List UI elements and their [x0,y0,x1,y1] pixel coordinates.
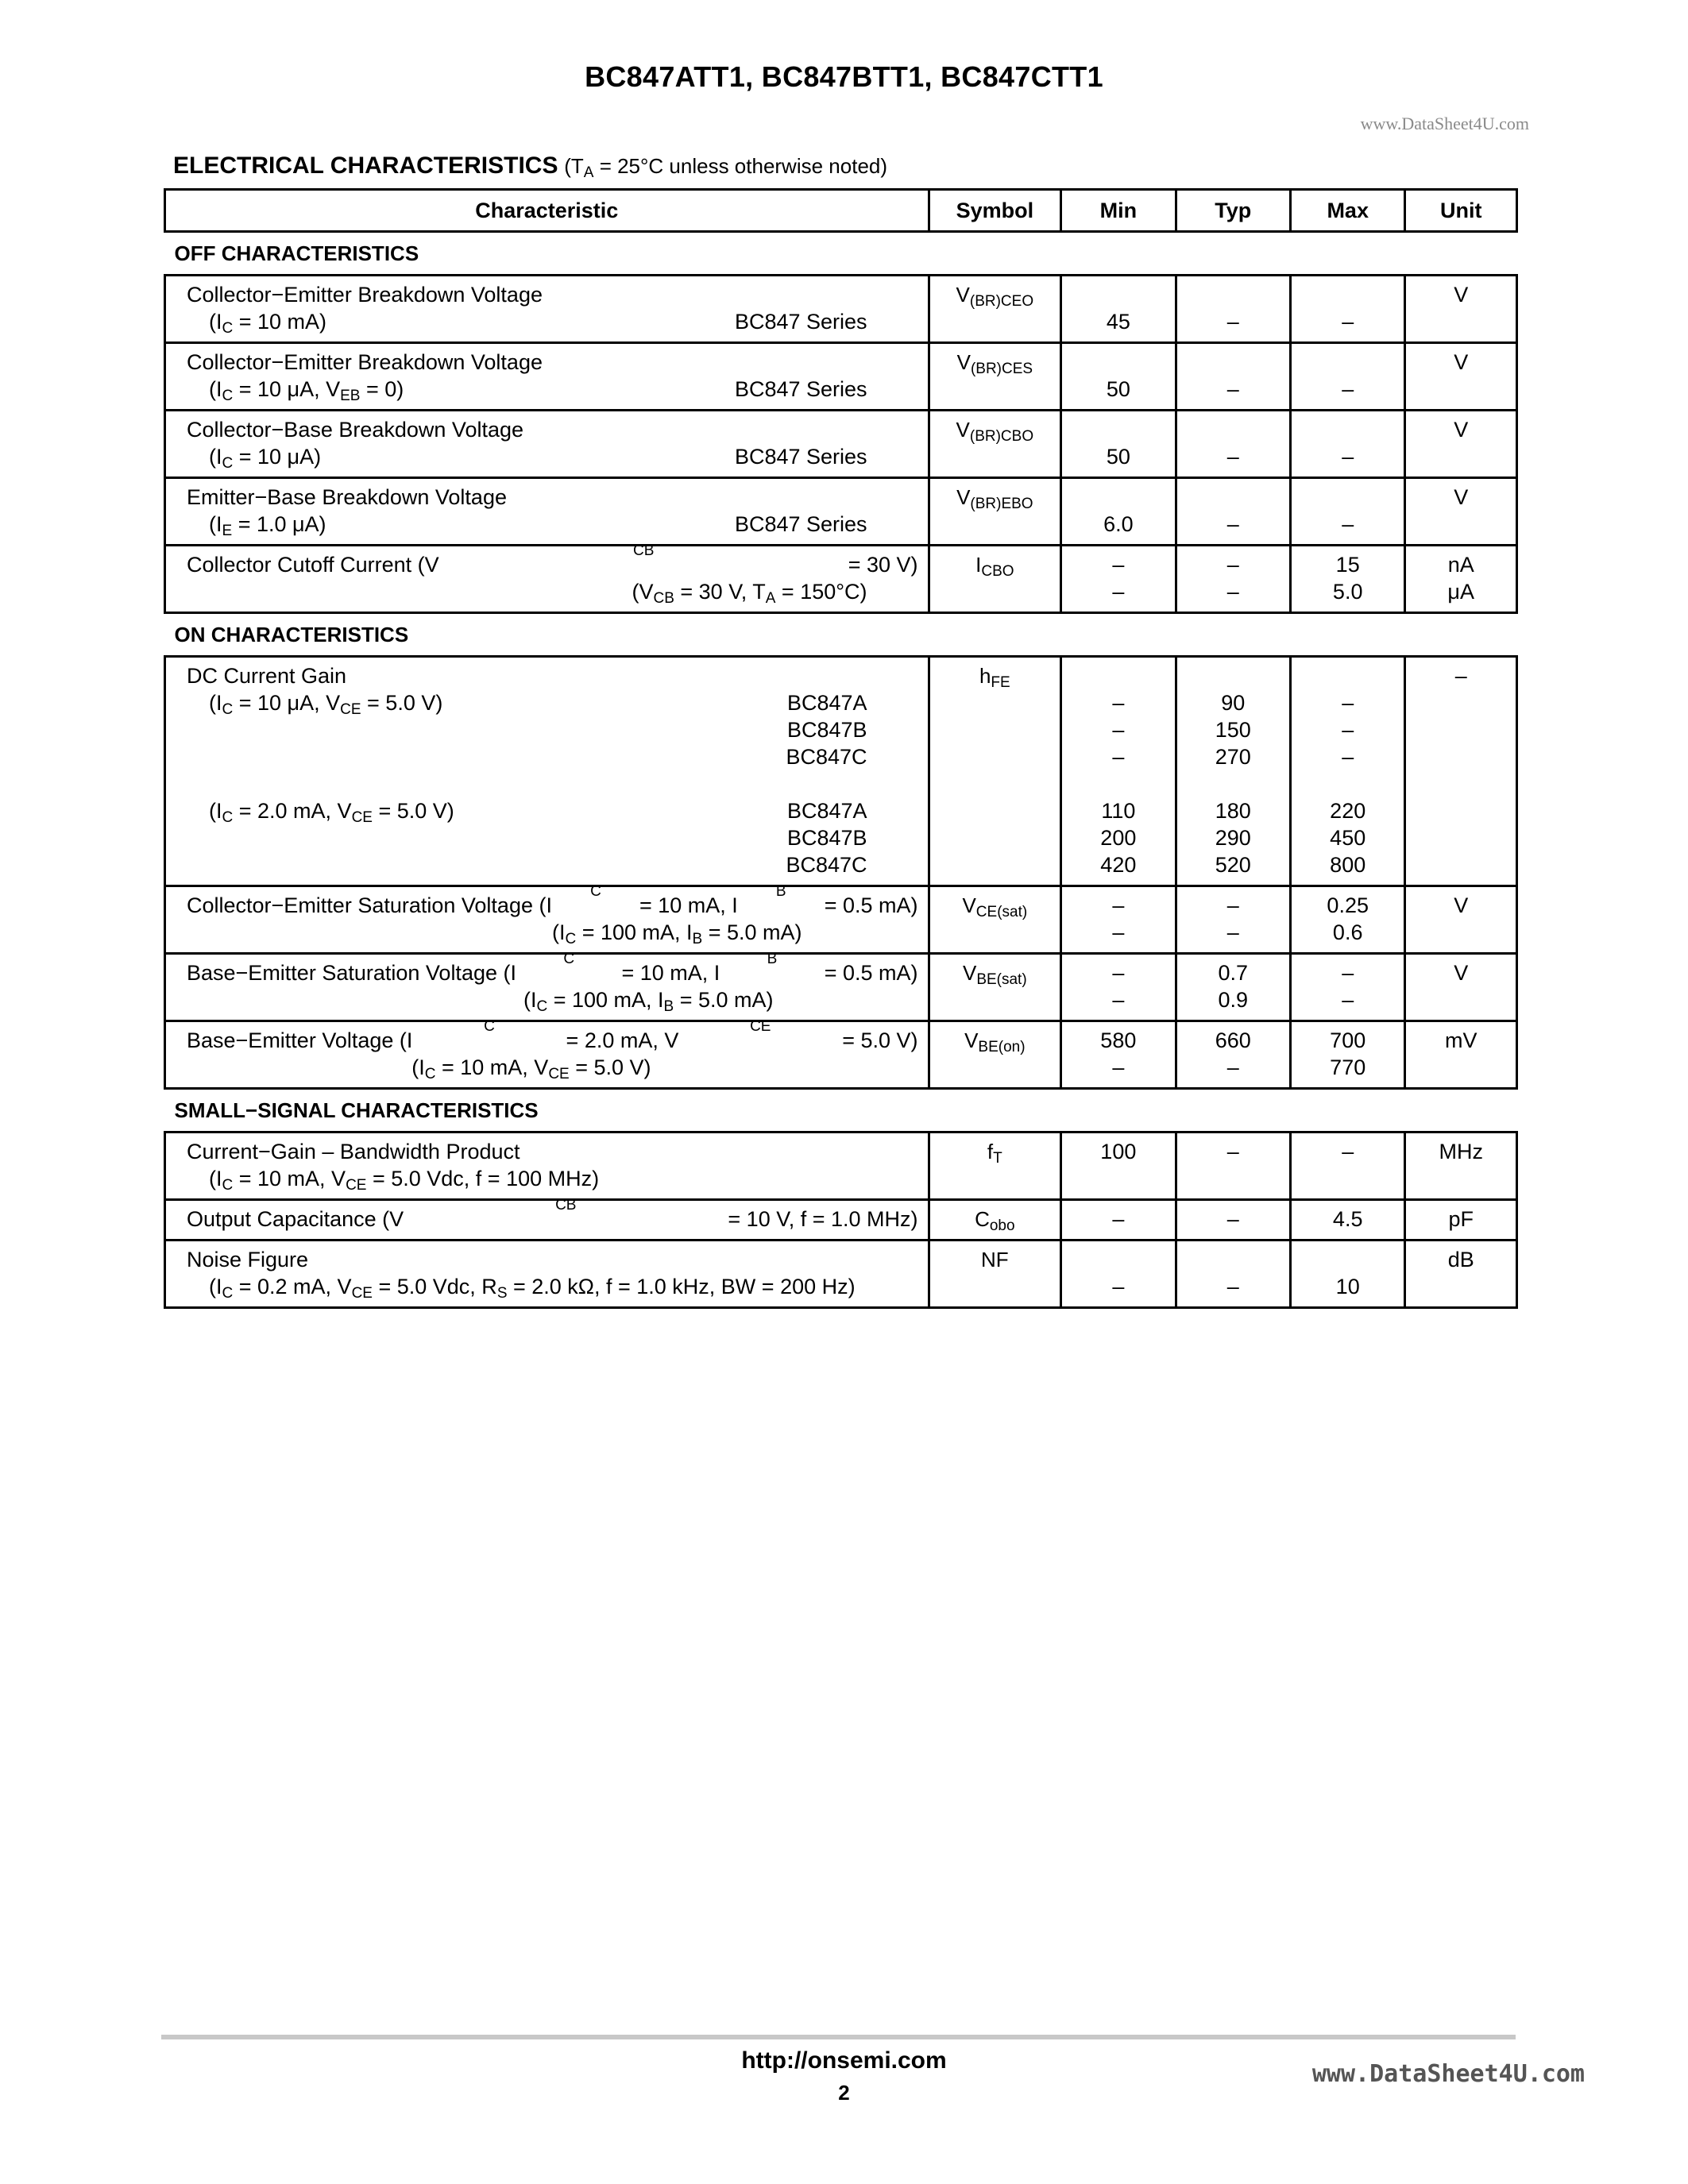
cell-max: 450 [1330,826,1366,850]
page-number: 2 [838,2081,850,2105]
cell-unit: mV [1444,1028,1477,1052]
cell-min: – [1112,691,1125,715]
table-row [165,954,1517,1021]
cell-min: 50 [1106,377,1130,401]
cell-typ: – [1226,553,1239,577]
cell-max: 10 [1335,1275,1360,1298]
group-off: OFF CHARACTERISTICS [174,241,419,265]
row-name: Output Capacitance (V CB = 10 V, f = 1.0 MHz) [187,1197,918,1231]
row-symbol: $V_{BE(sat)}$ [962,961,1027,988]
cell-typ: 150 [1215,718,1251,742]
row-symbol: NF [980,1248,1009,1271]
cell-min: – [1112,1207,1125,1231]
row-symbol: $V_{(BR)CEO}$ [956,283,1034,310]
cell-min: – [1112,718,1125,742]
row-device: BC847 Series [734,310,867,334]
header-max: Max [1290,190,1404,232]
row-name: Collector Cutoff Current (V CB = 30 V) [187,542,918,577]
row-symbol: $V_{BE(on)}$ [964,1028,1026,1055]
table-row [165,1200,1517,1241]
cell-min: – [1112,961,1125,985]
cell-max: 770 [1330,1055,1366,1079]
cell-typ: – [1226,1275,1239,1298]
cell-max: – [1342,310,1354,334]
row-condition: ($V_{CB} = 30$ V, $T_A = 150^\circ C$) [632,580,867,607]
cell-min: 100 [1100,1140,1137,1163]
table-row [165,1241,1517,1308]
cell-max: 5.0 [1332,580,1363,604]
cell-max: 0.6 [1332,920,1363,944]
cell-max: – [1342,988,1354,1012]
cell-typ: – [1226,1207,1239,1231]
cell-min: – [1112,988,1125,1012]
cell-max: 4.5 [1332,1207,1363,1231]
cell-max: 15 [1335,553,1360,577]
row-symbol: $V_{(BR)CBO}$ [956,418,1034,445]
table-row [165,411,1517,478]
row-symbol: $f_T$ [987,1140,1002,1167]
cell-max: – [1342,745,1354,769]
cell-min: 45 [1106,310,1130,334]
cell-min: 110 [1101,799,1136,823]
row-condition: ($I_C = 100$ mA, $I_B = 5.0$ mA) [523,988,774,1015]
cell-unit: – [1454,664,1467,688]
row-device: BC847B [786,718,867,742]
table-row [165,546,1517,613]
cell-typ: 0.9 [1218,988,1249,1012]
watermark-bottom: www.DataSheet4U.com [1311,2060,1585,2088]
row-name: Collector−Emitter Breakdown Voltage [187,350,543,374]
row-condition: ($I_C = 10$ μA) [209,445,322,472]
cell-min: 50 [1106,445,1130,469]
row-name: Collector−Base Breakdown Voltage [187,418,524,442]
document-title: BC847ATT1, BC847BTT1, BC847CTT1 [585,60,1103,93]
section-heading: ELECTRICAL CHARACTERISTICS [173,152,558,179]
cell-typ: – [1226,512,1239,536]
cell-max: – [1342,512,1354,536]
cell-max: – [1342,961,1354,985]
row-name: Base−Emitter Saturation Voltage (I C = 10 mA, I B = 0.5 mA) [187,951,918,985]
cell-typ: – [1226,920,1239,944]
header-characteristic: Characteristic [165,190,929,232]
row-condition: ($I_C = 2.0$ mA, $V_{CE} = 5.0$ V) [209,799,454,826]
section-condition: ($T_A = 25^\circ C$ unless otherwise noted) [564,154,888,181]
row-name: Noise Figure [187,1248,309,1271]
row-condition: ($I_E = 1.0$ μA) [209,512,326,539]
cell-typ: – [1226,1055,1239,1079]
table-row [165,343,1517,411]
row-symbol: $C_{obo}$ [975,1207,1015,1234]
group-small-signal: SMALL−SIGNAL CHARACTERISTICS [174,1098,539,1122]
cell-unit: pF [1448,1207,1474,1231]
row-condition: ($I_C = 10$ μA, $V_{EB} = 0$) [209,377,404,404]
table-row [165,478,1517,546]
row-device: BC847C [786,745,867,769]
cell-min: – [1112,893,1125,917]
cell-max: 800 [1330,853,1366,877]
cell-typ: – [1226,1140,1239,1163]
cell-max: – [1342,691,1354,715]
cell-min: – [1112,580,1125,604]
cell-min: 200 [1100,826,1137,850]
group-on: ON CHARACTERISTICS [174,623,409,646]
header-typ: Typ [1176,190,1290,232]
cell-max: – [1342,1140,1354,1163]
table-row [165,276,1517,343]
row-name: Base−Emitter Voltage (I C = 2.0 mA, V CE = 5.0 V) [187,1018,918,1052]
row-name: Emitter−Base Breakdown Voltage [187,485,507,509]
row-condition: ($I_C = 0.2$ mA, $V_{CE} = 5.0$ Vdc, $R_S = 2.0$ kΩ, f = 1.0 kHz, BW = 200 Hz) [209,1275,856,1302]
row-symbol: $V_{CE(sat)}$ [962,893,1028,920]
cell-typ: 290 [1215,826,1251,850]
cell-unit: V [1454,350,1469,374]
cell-typ: – [1226,893,1239,917]
table-row [165,1133,1517,1200]
row-name: Current−Gain – Bandwidth Product [187,1140,520,1163]
row-condition: ($I_C = 10$ mA) [209,310,327,337]
header-row [165,190,1517,232]
cell-typ: – [1226,310,1239,334]
footer-url[interactable]: http://onsemi.com [741,2047,947,2074]
cell-unit: V [1454,485,1469,509]
watermark-top: www.DataSheet4U.com [1360,114,1529,133]
cell-min: – [1112,1275,1125,1298]
cell-min: 6.0 [1103,512,1134,536]
cell-typ: – [1226,580,1239,604]
row-name: Collector−Emitter Breakdown Voltage [187,283,543,307]
row-device: BC847 Series [734,445,867,469]
table-row [165,657,1517,886]
cell-typ: 270 [1215,745,1251,769]
cell-min: – [1112,553,1125,577]
cell-min: – [1112,920,1125,944]
footer-divider [161,2035,1516,2039]
row-device: BC847B [786,826,867,850]
cell-unit: μA [1447,580,1474,604]
row-condition: ($I_C = 10$ mA, $V_{CE} = 5.0$ Vdc, f = 100 MHz) [209,1167,600,1194]
header-symbol: Symbol [929,190,1061,232]
cell-unit: V [1454,961,1469,985]
cell-max: 700 [1330,1028,1366,1052]
cell-max: – [1342,718,1354,742]
electrical-characteristics-table [164,188,1518,1309]
cell-typ: 520 [1215,853,1251,877]
cell-unit: V [1454,418,1469,442]
section-title [173,152,887,179]
row-device: BC847 Series [734,512,867,536]
header-min: Min [1061,190,1176,232]
header-unit: Unit [1405,190,1517,232]
row-symbol: $h_{FE}$ [979,664,1010,691]
cell-min: 420 [1100,853,1137,877]
cell-unit: V [1454,283,1469,307]
row-device: BC847C [786,853,867,877]
cell-min: 580 [1100,1028,1137,1052]
cell-typ: – [1226,445,1239,469]
row-symbol: $V_{(BR)EBO}$ [956,485,1033,512]
cell-typ: 180 [1215,799,1251,823]
row-device: BC847A [786,799,867,823]
row-device: BC847A [786,691,867,715]
row-symbol: $I_{CBO}$ [975,553,1014,580]
row-device: BC847 Series [734,377,867,401]
row-condition: ($I_C = 100$ mA, $I_B = 5.0$ mA) [551,920,802,947]
cell-typ: 90 [1221,691,1246,715]
cell-min: – [1112,1055,1125,1079]
row-name: DC Current Gain [187,664,347,688]
cell-max: 0.25 [1327,893,1369,917]
cell-max: 220 [1330,799,1366,823]
row-symbol: $V_{(BR)CES}$ [956,350,1033,377]
cell-unit: MHz [1439,1140,1483,1163]
cell-typ: – [1226,377,1239,401]
cell-typ: 0.7 [1218,961,1249,985]
cell-min: – [1112,745,1125,769]
cell-unit: nA [1447,553,1474,577]
cell-max: – [1342,445,1354,469]
table-row [165,1021,1517,1089]
row-condition: ($I_C = 10$ μA, $V_{CE} = 5.0$ V) [209,691,443,718]
cell-max: – [1342,377,1354,401]
row-condition: ($I_C = 10$ mA, $V_{CE} = 5.0$ V) [411,1055,651,1082]
row-name: Collector−Emitter Saturation Voltage (I C = 10 mA, I B = 0.5 mA) [187,883,918,917]
table-row [165,886,1517,954]
cell-unit: dB [1447,1248,1474,1271]
cell-typ: 660 [1215,1028,1251,1052]
cell-unit: V [1454,893,1469,917]
